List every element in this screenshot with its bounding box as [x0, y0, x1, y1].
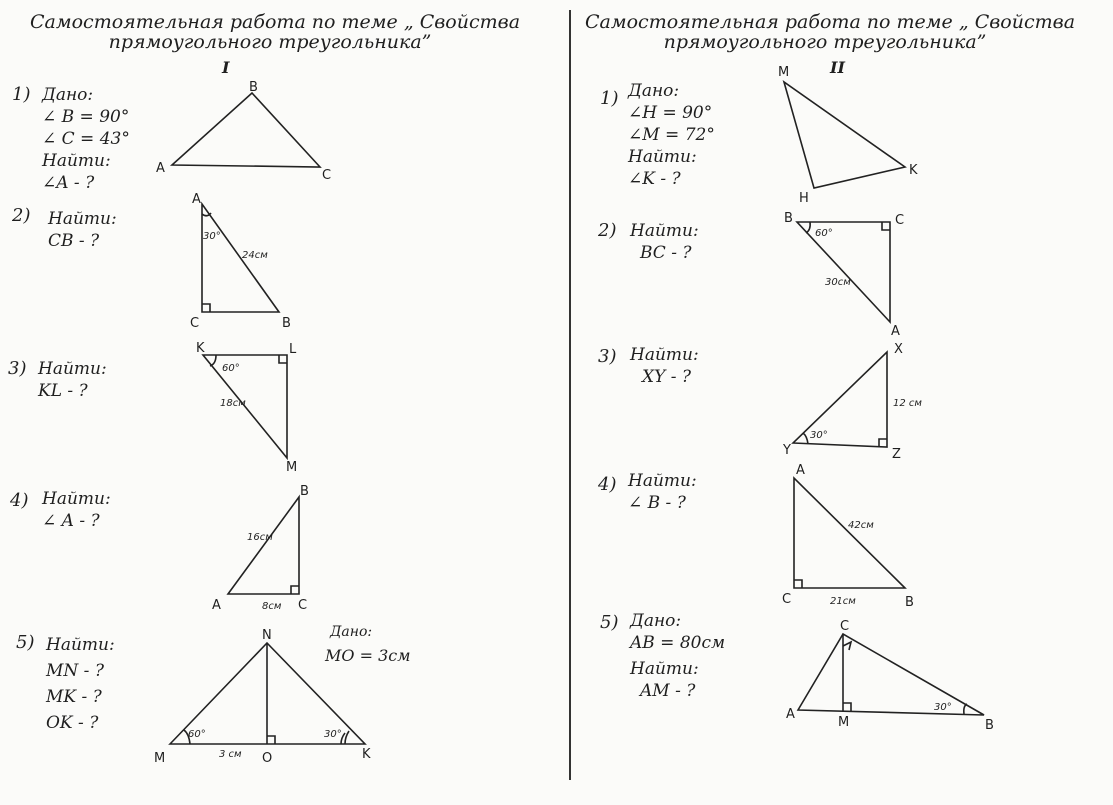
right-task5-number: 5): [600, 612, 619, 633]
vertex-label: B: [985, 718, 994, 733]
segment-label: 3 см: [219, 749, 242, 760]
angle-label: 60°: [222, 363, 240, 374]
vertex-label: H: [799, 191, 809, 206]
right-task4-triangle: [782, 463, 914, 610]
left-task2-number: 2): [12, 205, 31, 226]
right-task4-line: ∠ B - ?: [628, 493, 686, 513]
right-task5-line: AM - ?: [640, 681, 696, 701]
left-task4-line: Найти:: [42, 489, 111, 509]
vertex-label: A: [796, 463, 805, 478]
right-task1-number: 1): [600, 88, 619, 109]
left-task5-number: 5): [16, 632, 35, 653]
vertex-label: M: [154, 751, 166, 766]
right-task3-line: Найти:: [630, 345, 699, 365]
left-task2-line: Найти:: [48, 209, 117, 229]
right-task5-line: Дано:: [630, 611, 682, 631]
vertex-label: C: [322, 168, 332, 183]
left-task5-given-title: Дано:: [330, 624, 373, 640]
right-task2-line: Найти:: [630, 221, 699, 241]
right-task2-triangle: [784, 211, 904, 339]
left-task4-triangle: [212, 484, 309, 613]
right-task1-line: Найти:: [628, 147, 697, 167]
left-task1-line: Дано:: [42, 85, 94, 105]
vertex-label: K: [362, 747, 371, 762]
side-label: 12 см: [893, 398, 922, 409]
vertex-label: C: [895, 213, 905, 228]
vertex-label: A: [891, 324, 900, 339]
left-task5-given: MO = 3см: [325, 646, 411, 665]
right-title-line2: прямоугольного треугольника”: [663, 31, 987, 53]
vertex-label: A: [212, 598, 221, 613]
side-label: 42см: [848, 520, 874, 531]
right-task3-triangle: [782, 342, 922, 462]
vertex-label: Y: [783, 443, 791, 458]
side-label: 16см: [247, 532, 273, 543]
right-task5-triangle: [786, 619, 994, 733]
right-task5-line: AB = 80см: [630, 633, 726, 653]
left-task5-line: MK - ?: [46, 687, 102, 707]
left-task2-triangle: [190, 192, 291, 331]
left-task4-number: 4): [10, 490, 29, 511]
vertex-label: B: [300, 484, 309, 499]
side-label: 8см: [262, 601, 282, 612]
left-task3-line: Найти:: [38, 359, 107, 379]
right-task1-line: Дано:: [628, 81, 680, 101]
right-task1-line: ∠K - ?: [628, 169, 681, 189]
angle-label: 30°: [810, 430, 828, 441]
right-task1-triangle: [778, 65, 918, 206]
vertex-label: C: [298, 598, 308, 613]
right-task3-line: XY - ?: [642, 367, 691, 387]
vertex-label: A: [786, 707, 795, 722]
left-task3-triangle: [196, 341, 297, 475]
right-task4-line: Найти:: [628, 471, 697, 491]
right-variant: II: [830, 58, 845, 77]
right-task1-line: ∠H = 90°: [628, 103, 713, 123]
vertex-label: L: [289, 342, 297, 357]
angle-label: 30°: [203, 231, 221, 242]
vertex-label: B: [905, 595, 914, 610]
right-task2-number: 2): [598, 220, 617, 241]
left-task3-line: KL - ?: [38, 381, 88, 401]
left-title-line2: прямоугольного треугольника”: [108, 31, 432, 53]
angle-label: 30°: [934, 702, 952, 713]
vertex-label: B: [249, 80, 258, 95]
vertex-label: C: [190, 316, 200, 331]
side-label: 30см: [825, 277, 851, 288]
angle-label: 30°: [324, 729, 342, 740]
vertex-label: M: [838, 715, 850, 730]
vertex-label: C: [840, 619, 850, 634]
right-task2-line: BC - ?: [640, 243, 692, 263]
left-task2-line: CB - ?: [48, 231, 100, 251]
vertex-label: A: [156, 161, 165, 176]
left-task1-number: 1): [12, 84, 31, 105]
side-label: 24см: [242, 250, 268, 261]
left-title-line1: Самостоятельная работа по теме „ Свойства: [30, 11, 521, 33]
left-task5-line: OK - ?: [46, 713, 99, 733]
left-task5-line: MN - ?: [46, 661, 104, 681]
right-title-line1: Самостоятельная работа по теме „ Свойства: [585, 11, 1076, 33]
left-task1-line: ∠ C = 43°: [42, 129, 130, 149]
vertex-label: N: [262, 628, 272, 643]
left-task3-number: 3): [8, 358, 27, 379]
vertex-label: O: [262, 751, 273, 766]
right-task3-number: 3): [598, 346, 617, 367]
side-label: 18см: [220, 398, 246, 409]
vertex-label: B: [784, 211, 793, 226]
right-task4-number: 4): [598, 474, 617, 495]
vertex-label: B: [282, 316, 291, 331]
angle-label: 60°: [188, 729, 206, 740]
left-task1-line: Найти:: [42, 151, 111, 171]
side-label: 21см: [830, 596, 856, 607]
left-task1-triangle: [156, 80, 331, 183]
vertex-label: K: [196, 341, 205, 356]
left-task5-triangle: [154, 628, 371, 766]
vertex-label: M: [286, 460, 298, 475]
left-task1-line: ∠ B = 90°: [42, 107, 130, 127]
vertex-label: X: [894, 342, 903, 357]
vertex-label: K: [909, 163, 918, 178]
right-task5-line: Найти:: [630, 659, 699, 679]
left-task1-line: ∠A - ?: [42, 173, 95, 193]
right-task1-line: ∠M = 72°: [628, 125, 715, 145]
left-variant: I: [222, 58, 230, 77]
vertex-label: Z: [892, 447, 901, 462]
vertex-label: C: [782, 592, 792, 607]
left-task5-line: Найти:: [46, 635, 115, 655]
vertex-label: A: [192, 192, 201, 207]
left-task4-line: ∠ A - ?: [42, 511, 100, 531]
angle-label: 60°: [815, 228, 833, 239]
vertex-label: M: [778, 65, 790, 80]
